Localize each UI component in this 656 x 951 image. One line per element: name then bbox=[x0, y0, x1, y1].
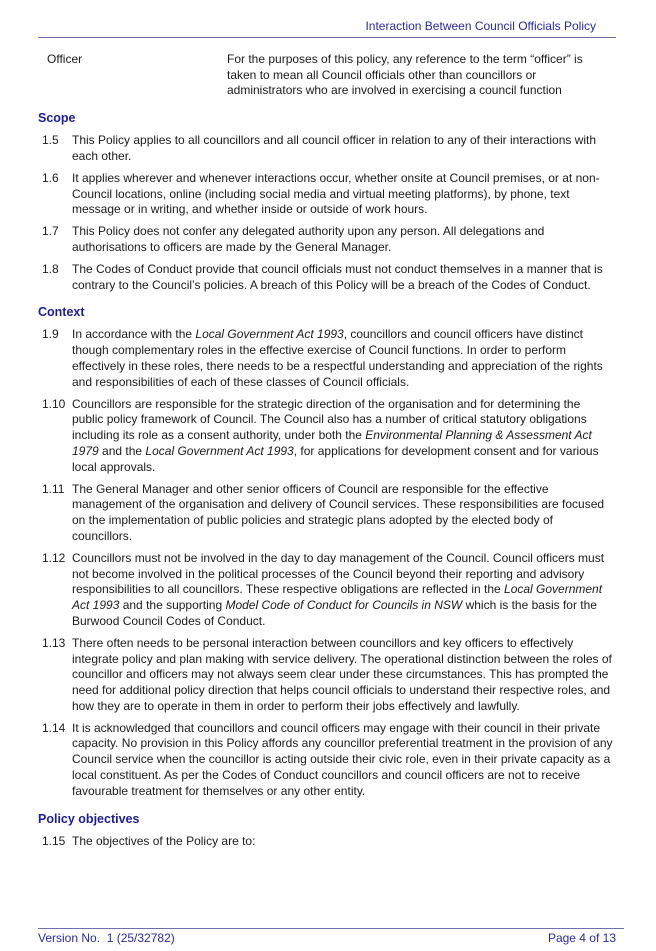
clause-text bbox=[72, 133, 614, 165]
italic-run: Local Government Act 1993 bbox=[145, 443, 294, 458]
clause-number: 1.7 bbox=[42, 224, 59, 239]
clause-number: 1.9 bbox=[42, 327, 59, 342]
text-run: This Policy applies to all councillors and all council officer in relation to any of their interactions with each other. bbox=[72, 133, 597, 163]
clause bbox=[42, 224, 614, 256]
clause-number: 1.13 bbox=[42, 635, 66, 650]
clause bbox=[42, 721, 614, 800]
section-heading: Scope bbox=[38, 111, 76, 126]
text-run: It is acknowledged that councillors and council officers may engage with their council in their private capacity. No provision in this Policy affords any councillor preferential treatment in the provision of any Council service when the councillor is acting outside their civic role, even in their private capacity as a local constituent. As per the Codes of Conduct councillors and council officers are not to receive favourable treatment for themselves or any other entity. bbox=[72, 720, 613, 798]
text-run: In accordance with the bbox=[72, 327, 196, 342]
header-title: Interaction Between Council Officials Policy bbox=[365, 19, 596, 33]
italic-run: Local Government Act 1993 bbox=[72, 582, 603, 613]
clause-text bbox=[72, 721, 614, 800]
clause-text bbox=[72, 397, 614, 476]
clause bbox=[42, 636, 614, 715]
clause-number: 1.10 bbox=[42, 396, 66, 411]
text-run: , councillors and council officers have distinct though complementary roles in the effective exercise of Council functions. In order to perform effectively in these roles, there needs to be a respectful understanding and appreciation of the rights and responsibilities of each of these classes of Council officials. bbox=[72, 327, 603, 389]
italic-run: Local Government Act 1993 bbox=[195, 327, 344, 342]
clause-number: 1.14 bbox=[42, 720, 66, 735]
clause-number: 1.11 bbox=[42, 481, 65, 496]
text-run: and the bbox=[98, 443, 146, 458]
text-run: Councillors are responsible for the strategic direction of the organisation and for determining the public policy framework of Council. The Council also has a number of critical statutory obligations including its role as a consent authority, under both the bbox=[72, 396, 587, 443]
clause-number: 1.5 bbox=[42, 133, 59, 148]
clause-text bbox=[72, 327, 614, 390]
text-run: It applies wherever and whenever interactions occur, whether onsite at Council premises, or at non-Council locations, online (including social media and virtual meeting platforms), by phone, text message or in writing, and whether inside or outside of work hours. bbox=[72, 170, 600, 217]
clause-text bbox=[72, 171, 614, 218]
text-run: , for applications for development consent and for various local approvals. bbox=[72, 443, 599, 474]
page-footer bbox=[38, 928, 624, 947]
clause bbox=[42, 327, 614, 390]
italic-run: Model Code of Conduct for Councils in NSW bbox=[225, 598, 463, 613]
document-sections bbox=[38, 110, 614, 849]
clause-number: 1.6 bbox=[42, 170, 59, 185]
clause-text bbox=[72, 482, 614, 545]
text-run: There often needs to be personal interaction between councillors and key officers to effectively integrate policy and plan making with service delivery. The operational distinction between the roles of councillor and officers may not always seem clear under these circumstances. This has prompted the need for additional policy direction that helps council officials to understand their respective roles, and how they are to operate in them in order to perform their jobs effectively and lawfully. bbox=[72, 635, 612, 713]
text-run: The General Manager and other senior officers of Council are responsible for the effective management of the organisation and delivery of Council services. These responsibilities are focused on the implementation of public policies and strategic plans adopted by the elected body of councillors. bbox=[72, 481, 605, 543]
section-heading: Context bbox=[38, 305, 85, 320]
page-header bbox=[38, 19, 616, 38]
clause bbox=[42, 551, 614, 630]
clause bbox=[42, 262, 614, 294]
text-run: and the supporting bbox=[119, 598, 226, 613]
clause-text bbox=[72, 551, 614, 630]
clause-number: 1.8 bbox=[42, 261, 59, 276]
clause-text bbox=[72, 262, 614, 294]
text-run: Councillors must not be involved in the day to day management of the Council. Council officers must not become involved in the political processes of the Council beyond their reporting and advisory responsibilities to all councillors. These respective obligations are reflected in the bbox=[72, 550, 605, 597]
clause-number: 1.15 bbox=[42, 833, 66, 848]
text-run: The objectives of the Policy are to: bbox=[72, 833, 256, 848]
clause bbox=[42, 397, 614, 476]
clause-text bbox=[72, 636, 614, 715]
clause-text bbox=[72, 834, 614, 850]
definition-row bbox=[38, 52, 614, 99]
text-run: which is the basis for the Burwood Council Codes of Conduct. bbox=[72, 598, 597, 628]
clause bbox=[42, 133, 614, 165]
clause-text bbox=[72, 224, 614, 256]
footer-page-number: Page 4 of 13 bbox=[547, 931, 616, 946]
section-heading: Policy objectives bbox=[38, 811, 140, 826]
clause bbox=[42, 834, 614, 850]
text-run: The Codes of Conduct provide that council officials must not conduct themselves in a manner that is contrary to the Council’s policies. A breach of this Policy will be a breach of the Codes of Conduct. bbox=[72, 261, 603, 292]
footer-version-number: Version No. 1 (25/32782) bbox=[38, 931, 175, 946]
italic-run: Environmental Planning & Assessment Act 1979 bbox=[72, 428, 592, 458]
clause bbox=[42, 482, 614, 545]
text-run: This Policy does not confer any delegated authority upon any person. All delegations and authorisations to officers are made by the General Manager. bbox=[72, 224, 545, 254]
clause bbox=[42, 171, 614, 218]
definition-text: For the purposes of this policy, any reference to the term “officer” is taken to mean all Council officials other than councillors or administrators who are involved in exercising a council function bbox=[227, 51, 583, 98]
clause-number: 1.12 bbox=[42, 550, 66, 565]
definition-term: Officer bbox=[47, 51, 83, 66]
